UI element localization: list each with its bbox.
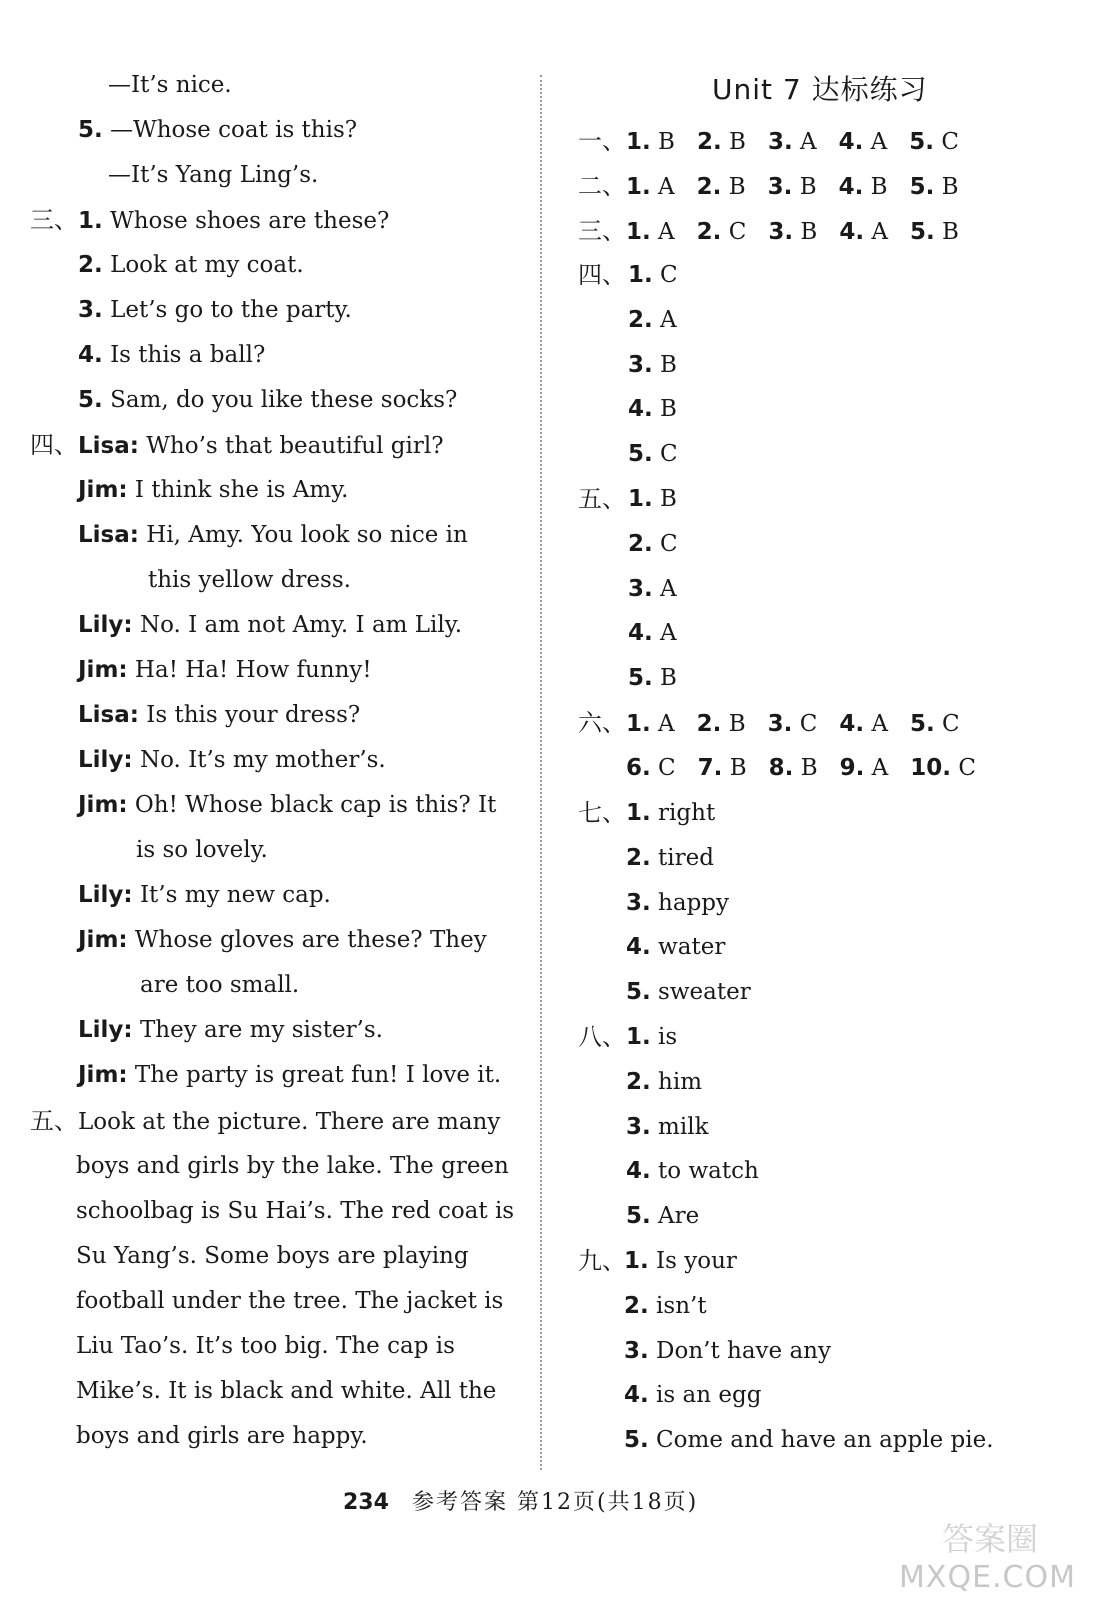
answer-item: 2. C (696, 219, 747, 245)
answer-row: 一、1. B 2. B 3. A 4. A 5. C (578, 127, 959, 155)
dialogue-line: Jim: Whose gloves are these? They (78, 927, 487, 953)
answer-item: 7. B (697, 755, 747, 781)
line: 5. —Whose coat is this? (78, 117, 358, 143)
answer-item: 5. B (909, 219, 959, 245)
paragraph-line: Liu Tao’s. It’s too big. The cap is (76, 1333, 455, 1359)
answer-item: 5. C (909, 129, 959, 155)
answer-item: 1. right (626, 800, 716, 826)
answer-item: 3. B (768, 219, 818, 245)
answer-item: 4. A (628, 620, 677, 647)
answer-item: 1. A (626, 174, 675, 200)
answer-item: 3. Don’t have any (624, 1337, 831, 1364)
line: —It’s Yang Ling’s. (108, 162, 319, 188)
dialogue-line: Jim: Ha! Ha! How funny! (78, 657, 372, 683)
line: 4. Is this a ball? (78, 342, 266, 368)
paragraph-line: boys and girls are happy. (76, 1423, 368, 1449)
answer-item: 4. B (838, 174, 888, 200)
answer-item: 2. him (626, 1068, 703, 1095)
dialogue-line: Lisa: Hi, Amy. You look so nice in (78, 522, 468, 548)
section-9-answers: 九、 (578, 1247, 626, 1275)
answer-item: 8. B (768, 755, 818, 781)
answer-item: 5. Are (626, 1203, 700, 1230)
page-title: Unit 7 达标练习 (712, 73, 928, 106)
answer-item: 2. B (696, 129, 746, 155)
dialogue-line: Lily: No. I am not Amy. I am Lily. (78, 612, 463, 638)
answer-item: 5. C (909, 711, 960, 737)
answer-item: 4. A (838, 129, 888, 155)
line: 2. Look at my coat. (78, 252, 304, 278)
column-divider (540, 75, 542, 1470)
footer-text: 参考答案 第12页(共18页) (412, 1490, 699, 1515)
paragraph-line: Mike’s. It is black and white. All the (76, 1378, 497, 1404)
answer-item: 4. B (628, 396, 677, 423)
answer-item: 9. A (839, 755, 889, 781)
watermark-logo: 答案圈 (941, 1520, 1039, 1558)
section-7-answers: 七、 (578, 799, 626, 827)
answer-item: 5. B (909, 174, 959, 200)
page-number: 234 (343, 1490, 389, 1515)
answer-item: 3. happy (626, 889, 730, 916)
answer-item: 2. A (628, 306, 677, 333)
answer-item: 10. C (910, 755, 976, 781)
section-5: 五、Look at the picture. There are many (30, 1107, 501, 1135)
line: 3. Let’s go to the party. (78, 297, 352, 323)
answer-item: 2. B (696, 174, 746, 200)
answer-row: 三、1. A 2. C 3. B 4. A 5. B (578, 217, 959, 245)
answer-row (626, 753, 976, 783)
answer-item: 1. B (628, 486, 677, 512)
answer-row: 二、1. A 2. B 3. B 4. B 5. B (578, 172, 959, 200)
answer-item: 3. B (767, 174, 817, 200)
answer-item: 3. C (767, 711, 818, 737)
paragraph-line: boys and girls by the lake. The green (76, 1153, 509, 1179)
answer-item: 5. Come and have an apple pie. (624, 1427, 994, 1454)
line: —It’s nice. (108, 72, 232, 98)
paragraph-line: football under the tree. The jacket is (76, 1288, 504, 1314)
dialogue-line: Lisa: Is this your dress? (78, 702, 361, 728)
answer-item: 5. B (628, 665, 677, 692)
answer-item: 4. to watch (626, 1158, 759, 1185)
answer-item: 4. A (839, 219, 888, 245)
dialogue-line: Jim: Oh! Whose black cap is this? It (78, 792, 497, 818)
answer-item: 1. Is your (624, 1248, 737, 1274)
answer-row: 六、1. A 2. B 3. C 4. A 5. C (578, 709, 960, 737)
dialogue-line: Lily: They are my sister’s. (78, 1017, 383, 1043)
section-3: 三、1. Whose shoes are these? (30, 206, 390, 234)
answer-item: 1. B (626, 129, 675, 155)
paragraph-line: schoolbag is Su Hai’s. The red coat is (76, 1198, 515, 1224)
dialogue-line: is so lovely. (136, 837, 268, 863)
dialogue-line: Jim: The party is great fun! I love it. (78, 1062, 502, 1088)
section-5-answers: 五、 (578, 485, 626, 513)
answer-item: 4. A (839, 711, 888, 737)
answer-item: 3. B (628, 351, 677, 378)
answer-item: 6. C (626, 755, 676, 781)
section-4: 四、Lisa: Who’s that beautiful girl? (30, 431, 444, 459)
paragraph-line: Su Yang’s. Some boys are playing (76, 1243, 469, 1269)
section-4-answers: 四、 (578, 261, 626, 289)
watermark: MXQE.COM (899, 1560, 1076, 1595)
dialogue-line: this yellow dress. (148, 567, 351, 593)
dialogue-line: are too small. (140, 972, 300, 998)
answer-item: 2. isn’t (624, 1292, 707, 1319)
section-8-answers: 八、 (578, 1023, 626, 1051)
answer-item: 4. water (626, 934, 726, 961)
watermark-logo-icon (910, 1518, 1070, 1558)
answer-item: 1. C (628, 262, 678, 288)
answer-item: 3. A (628, 575, 677, 602)
dialogue-line: Jim: I think she is Amy. (78, 477, 349, 503)
answer-item: 1. A (626, 219, 675, 245)
answer-item: 2. tired (626, 844, 714, 871)
answer-item: 2. B (696, 711, 746, 737)
line: 5. Sam, do you like these socks? (78, 387, 458, 413)
answer-item: 3. milk (626, 1113, 709, 1140)
answer-item: 1. A (626, 711, 675, 737)
answer-item: 2. C (628, 530, 678, 557)
answer-item: 5. sweater (626, 979, 751, 1006)
dialogue-line: Lily: No. It’s my mother’s. (78, 747, 386, 773)
dialogue-line: Lily: It’s my new cap. (78, 882, 331, 908)
answer-item: 5. C (628, 441, 678, 468)
answer-item: 1. is (626, 1024, 678, 1050)
answer-item: 3. A (767, 129, 817, 155)
answer-item: 4. is an egg (624, 1382, 762, 1409)
